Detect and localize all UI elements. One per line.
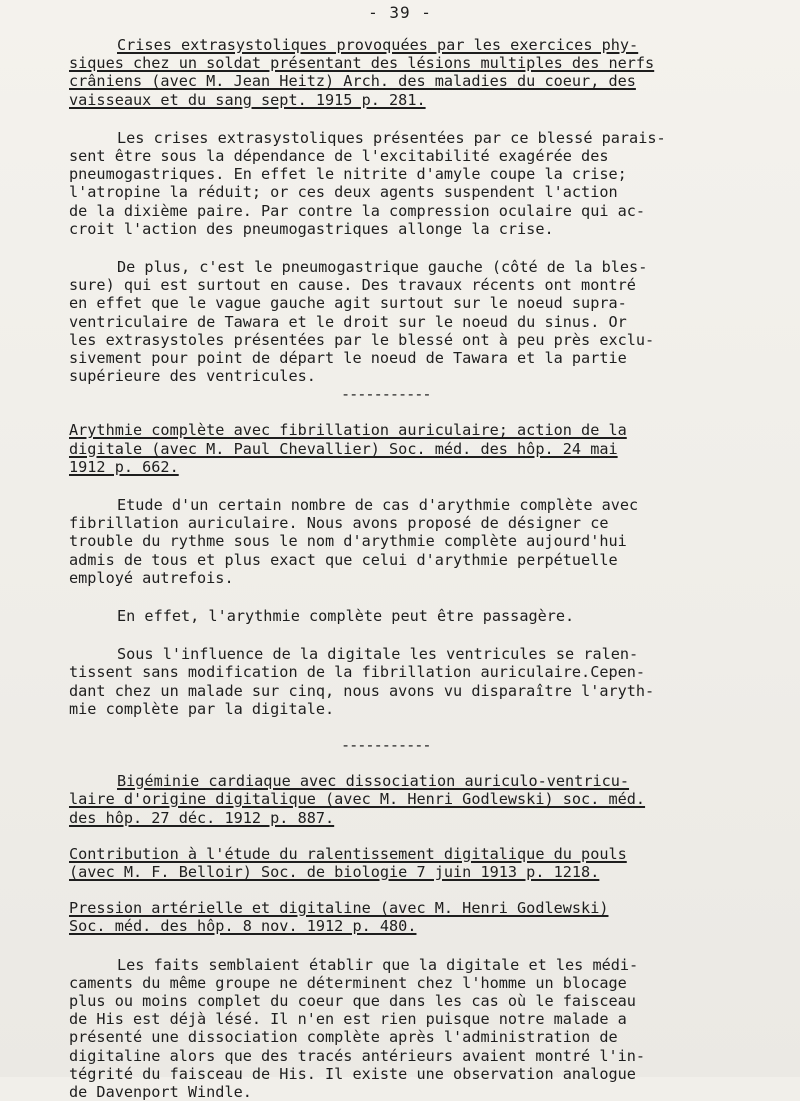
text-line: De plus, c'est le pneumogastrique gauche (côté de la bles-	[117, 258, 648, 277]
text-line: plus ou moins complet du coeur que dans les cas où le faisceau	[69, 991, 636, 1010]
text-line: trouble du rythme sous le nom d'arythmie complète aujourd'hui	[69, 532, 627, 551]
text-line: fibrillation auriculaire. Nous avons proposé de désigner ce	[69, 514, 609, 533]
page-content	[69, 36, 749, 1101]
paragraph	[69, 129, 749, 238]
title-line: digitale (avec M. Paul Chevallier) Soc. méd. des hôp. 24 mai	[69, 439, 618, 458]
text-line: pneumogastriques. En effet le nitrite d'amyle coupe la crise;	[69, 165, 627, 184]
text-line: sivement pour point de départ le noeud de Tawara et la partie	[69, 349, 627, 368]
text-line: Sous l'influence de la digitale les ventricules se ralen-	[117, 645, 639, 664]
title-line: siques chez un soldat présentant des lésions multiples des nerfs	[69, 54, 655, 73]
title-line: Contribution à l'étude du ralentissement digitalique du pouls	[69, 844, 627, 863]
text-line: mie complète par la digitale.	[69, 699, 335, 718]
text-line: digitaline alors que des tracés antérieurs avaient montré l'in-	[69, 1046, 646, 1065]
section-title	[69, 36, 749, 54]
text-line: les extrasystoles présentées par le blessé ont à peu près exclu-	[69, 330, 655, 349]
section-pression-arterielle	[69, 899, 749, 1101]
page-number: - 39 -	[368, 3, 432, 22]
title-line: 1912 p. 662.	[69, 457, 179, 476]
section-ralentissement	[69, 845, 749, 881]
paragraph	[69, 496, 749, 587]
text-line: de la dixième paire. Par contre la compression oculaire qui ac-	[69, 201, 646, 220]
title-line: Soc. méd. des hôp. 8 nov. 1912 p. 480.	[69, 917, 417, 936]
text-line: présenté une dissociation complète après l'administration de	[69, 1028, 618, 1047]
text-line: employé autrefois.	[69, 568, 234, 587]
section-bigeminie	[69, 772, 749, 827]
section-separator: -----------	[341, 736, 431, 755]
section-extrasystoles	[69, 36, 749, 403]
text-line: tissent sans modification de la fibrillation auriculaire.Cepen-	[69, 663, 646, 682]
text-line: Les crises extrasystoliques présentées par ce blessé parais-	[117, 128, 666, 147]
paragraph	[69, 258, 749, 385]
section-separator: -----------	[341, 385, 431, 404]
title-line: Crises extrasystoliques provoquées par les exercices phy-	[117, 36, 639, 54]
title-line: Bigéminie cardiaque avec dissociation auriculo-ventricu-	[117, 772, 630, 791]
text-line: caments du même groupe ne déterminent chez l'homme un blocage	[69, 973, 627, 992]
text-line: tégrité du faisceau de His. Il existe une observation analogue	[69, 1064, 636, 1083]
text-line: croit l'action des pneumogastriques allonge la crise.	[69, 219, 554, 238]
text-line: ventriculaire de Tawara et le droit sur le noeud du sinus. Or	[69, 312, 627, 331]
title-line: des hôp. 27 déc. 1912 p. 887.	[69, 808, 335, 827]
text-line: dant chez un malade sur cinq, nous avons vu disparaître l'aryth-	[69, 681, 655, 700]
text-line: admis de tous et plus exact que celui d'arythmie perpétuelle	[69, 550, 618, 569]
text-line: sent être sous la dépendance de l'excitabilité exagérée des	[69, 147, 609, 166]
text-line: supérieure des ventricules.	[69, 367, 316, 386]
title-line: laire d'origine digitalique (avec M. Henri Godlewski) soc. méd.	[69, 790, 646, 809]
text-line: Etude d'un certain nombre de cas d'arythmie complète avec	[117, 496, 639, 515]
text-line: de Davenport Windle.	[69, 1082, 252, 1101]
title-line: crâniens (avec M. Jean Heitz) Arch. des maladies du coeur, des	[69, 72, 636, 91]
text-line: de His est déjà lésé. Il n'en est rien puisque notre malade a	[69, 1010, 627, 1029]
text-line: en effet que le vague gauche agit surtout sur le noeud supra-	[69, 294, 627, 313]
text-line: l'atropine la réduit; or ces deux agents suspendent l'action	[69, 183, 618, 202]
title-line: (avec M. F. Belloir) Soc. de biologie 7 juin 1913 p. 1218.	[69, 862, 600, 881]
section-arythmie	[69, 421, 749, 754]
text-line: Les faits semblaient établir que la digitale et les médi-	[117, 955, 639, 974]
title-line: Pression artérielle et digitaline (avec M. Henri Godlewski)	[69, 899, 609, 918]
text-line: En effet, l'arythmie complète peut être passagère.	[117, 607, 575, 626]
paragraph	[69, 645, 749, 718]
paragraph	[69, 956, 749, 1101]
paragraph	[69, 607, 749, 625]
title-line: Arythmie complète avec fibrillation auriculaire; action de la	[69, 421, 627, 440]
text-line: sure) qui est surtout en cause. Des travaux récents ont montré	[69, 276, 636, 295]
title-line: vaisseaux et du sang sept. 1915 p. 281.	[69, 90, 426, 109]
